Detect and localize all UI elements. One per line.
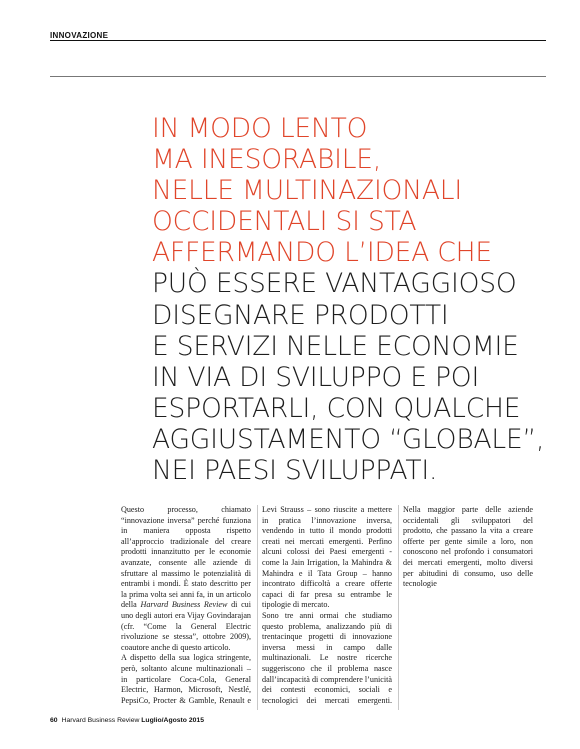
headline-line: IN VIA DI SVILUPPO E POI	[152, 361, 480, 393]
body-paragraph: A dispetto della sua logica stringente, però, soltanto alcune multinazionali – in particolare Coca-Cola, General Electric, Harmon, Microsoft, Nestlé, PepsiCo, Procter & Gamble, Renault e Levi Strauss – sono riuscite a mettere in pratica l’innovazione inversa, vendendo in tutto il mondo prodotti creati nei mercati emergenti. Perfino alcuni colossi dei Paesi emergenti - come la Jain Irrigation, la Mahindra & Mahindra e il Tata Group – hanno incontrato difficoltà a creare offerte capaci di far presa su entrambe le tipologie di mercato.	[121, 505, 392, 705]
body-text-run: Questo processo, chiamato “innovazione inversa” perché funziona in maniera opposta rispetto all’approccio tradizionale del creare prodotti innanzitutto per le economie avanzate, consente alle aziende di sfruttare al massimo le potenzialità di entrambi i mondi. È stato descritto per la prima volta sei anni fa, in un articolo della	[121, 505, 251, 610]
headline-line: ESPORTARLI, CON QUALCHE	[152, 392, 521, 424]
headline-line: AFFERMANDO L’IDEA CHE	[152, 237, 492, 269]
headline-line: NELLE MULTINAZIONALI	[152, 175, 462, 207]
journal-title: Harvard Business Review	[140, 600, 228, 610]
headline-line: DISEGNARE PRODOTTI	[152, 299, 449, 331]
headline-line: MA INESORABILE,	[152, 144, 382, 176]
page-number: 60	[50, 717, 58, 724]
body-text-run: di cui uno degli autori era Vijay Govindarajan (cfr. “Come la General Electric rivoluzione se stessa”, ottobre 2009), coautore anche di questo articolo.	[121, 600, 251, 652]
article-body	[121, 505, 533, 710]
top-rule	[50, 40, 546, 41]
headline-line: PUÒ ESSERE VANTAGGIOSO	[152, 268, 517, 300]
headline-line: E SERVIZI NELLE ECONOMIE	[152, 330, 519, 362]
page-footer	[50, 717, 204, 724]
issue-date: Luglio/Agosto 2015	[141, 717, 204, 724]
headline-line: OCCIDENTALI SI STA	[152, 206, 417, 238]
pull-quote-headline	[152, 113, 572, 486]
headline-line: IN MODO LENTO	[152, 113, 368, 144]
headline-line: AGGIUSTAMENTO “GLOBALE”,	[152, 423, 545, 455]
headline-line: NEI PAESI SVILUPPATI.	[152, 455, 438, 487]
body-paragraph: Sono tre anni ormai che studiamo questo problema, analizzando più di trentacinque progetti di innovazione inversa messi in campo dalle multinazionali. Le nostre ricerche suggeriscono che il problema nasce dall’incapacità di comprendere l’unicità dei contesti economici, sociali e tecnologici dei mercati emergenti. Nella maggior parte delle aziende occidentali gli sviluppatori del prodotto, che passano la vita a creare offerte per gente simile a loro, non conoscono nel profondo i consumatori dei mercati emergenti, molto diversi per abitudini di consumo, uso delle tecnologie	[262, 505, 533, 705]
section-label: INNOVAZIONE	[50, 31, 109, 40]
header-divider	[50, 76, 546, 77]
publication-name: Harvard Business Review	[61, 717, 140, 724]
body-paragraph	[121, 505, 251, 653]
